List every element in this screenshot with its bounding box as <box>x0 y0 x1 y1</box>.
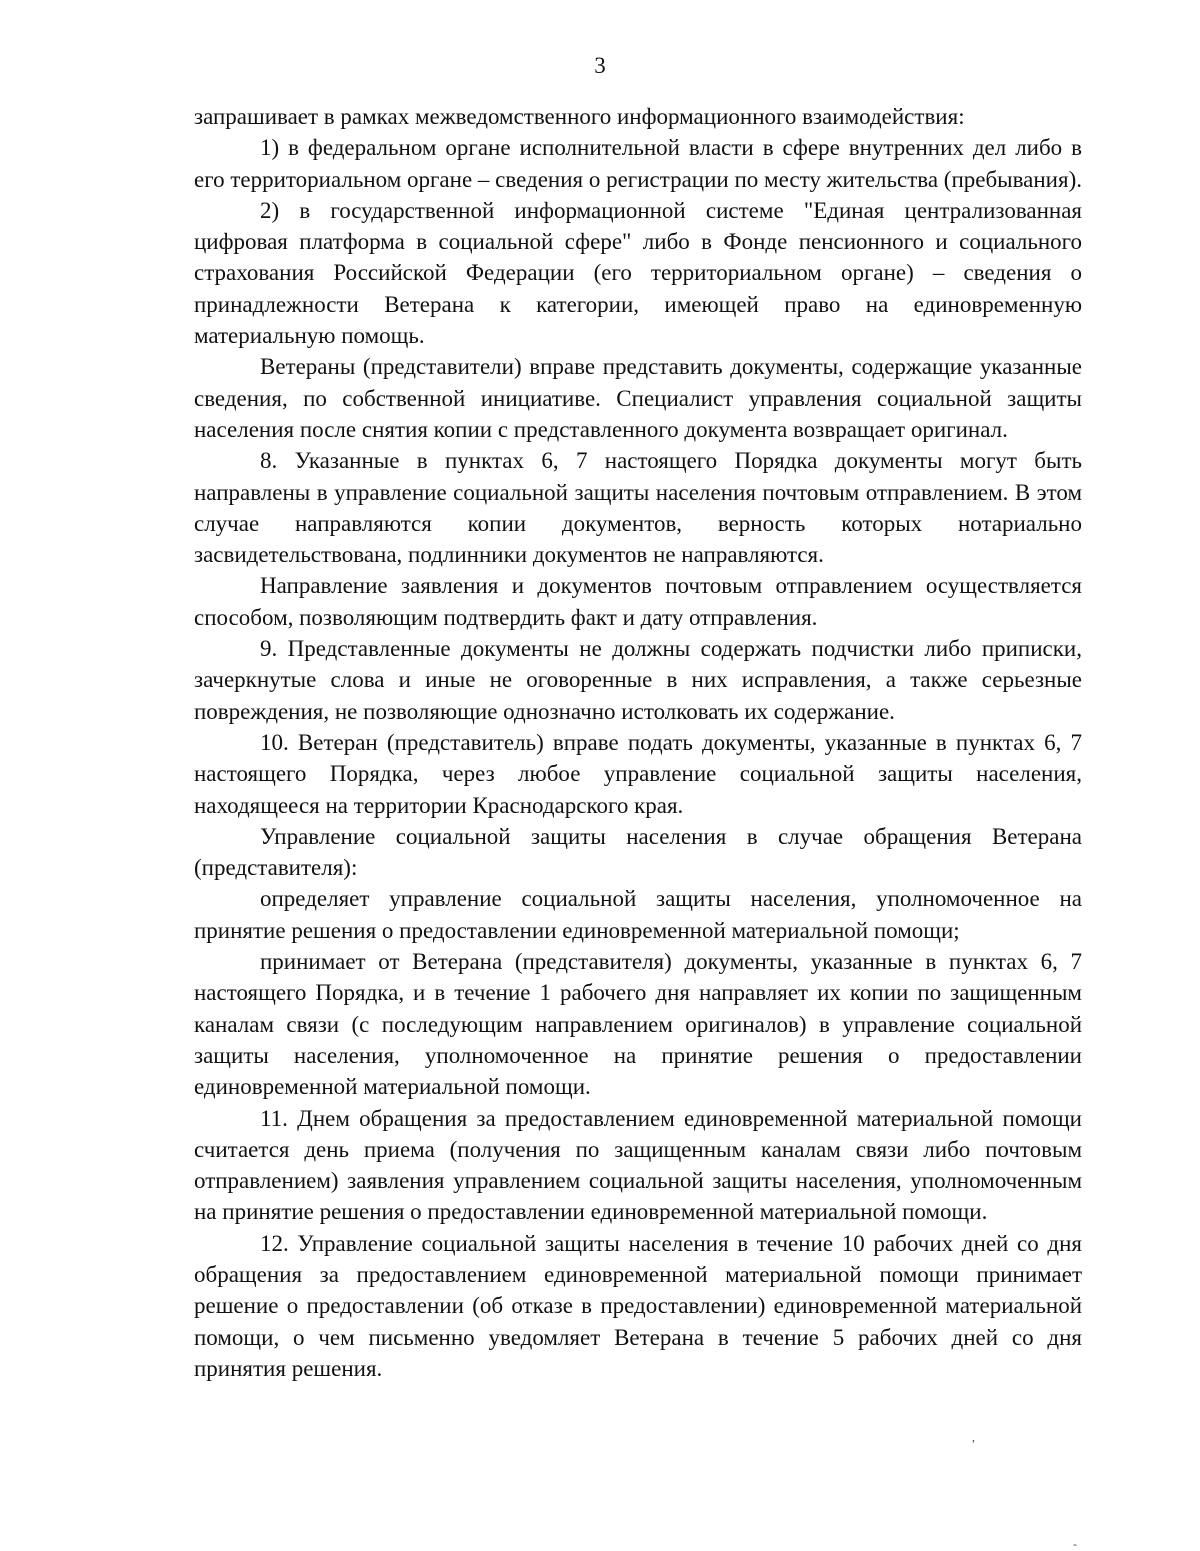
paragraph: принимает от Ветерана (представителя) документы, указанные в пунктах 6, 7 настоящего Порядка, и в течение 1 рабочего дня направляет их копии по защищенным каналам связи (с последующим направлением оригиналов) в управление социальной защиты населения, уполномоченное на принятие решения о предоставлении единовременной материальной помощи. <box>194 949 1082 1100</box>
paragraph: Управление социальной защиты населения в случае обращения Ветерана (представителя): <box>194 823 1082 881</box>
paragraph: 8. Указанные в пунктах 6, 7 настоящего Порядка документы могут быть направлены в управление социальной защиты населения почтовым отправлением. В этом случае направляются копии документов, верность которых нотариально засвидетельствована, подлинники документов не направляются. <box>194 448 1082 568</box>
paragraph: определяет управление социальной защиты населения, уполномоченное на принятие решения о предоставлении единовременной материальной помощи; <box>194 886 1082 943</box>
document-body <box>194 101 1082 1384</box>
paragraph: 2) в государственной информационной системе "Единая централизованная цифровая платформа в социальной сфере" либо в Фонде пенсионного и социального страхования Российской Федерации (его территориальном органе) – сведения о принадлежности Ветерана к категории, имеющей право на единовременную материальную помощь. <box>194 197 1082 349</box>
scan-mark: - <box>1073 1537 1077 1551</box>
paragraph: 12. Управление социальной защиты населения в течение 10 рабочих дней со дня обращения за предоставлением единовременной материальной помощи принимает решение о предоставлении (об отказе в предоставлении) единовременной материальной помощи, о чем письменно уведомляет Ветерана в течение 5 рабочих дней со дня принятия решения. <box>194 1230 1082 1381</box>
paragraph: 11. Днем обращения за предоставлением единовременной материальной помощи считается день приема (получения по защищенным каналам связи либо почтовым отправлением) заявления управлением социальной защиты населения, уполномоченным на принятие решения о предоставлении единовременной материальной помощи. <box>194 1105 1082 1225</box>
paragraph: Ветераны (представители) вправе представить документы, содержащие указанные сведения, по собственной инициативе. Специалист управления социальной защиты населения после снятия копии с представленного документа возвращает оригинал. <box>194 354 1082 442</box>
paragraph: 10. Ветеран (представитель) вправе подать документы, указанные в пунктах 6, 7 настоящего Порядка, через любое управление социальной защиты населения, находящееся на территории Краснодарского края. <box>194 729 1082 818</box>
paragraph: 9. Представленные документы не должны содержать подчистки либо приписки, зачеркнутые слова и иные не оговоренные в них исправления, а также серьезные повреждения, не позволяющие однозначно истолковать их содержание. <box>194 636 1082 724</box>
paragraph: Направление заявления и документов почтовым отправлением осуществляется способом, позволяющим подтвердить факт и дату отправления. <box>194 573 1082 630</box>
paragraph: запрашивает в рамках межведомственного информационного взаимодействия: <box>194 104 965 129</box>
page-number: 3 <box>594 53 606 78</box>
paragraph: 1) в федеральном органе исполнительной власти в сфере внутренних дел либо в его территориальном органе – сведения о регистрации по месту жительства (пребывания). <box>194 135 1082 192</box>
scan-mark: , <box>972 1430 975 1444</box>
